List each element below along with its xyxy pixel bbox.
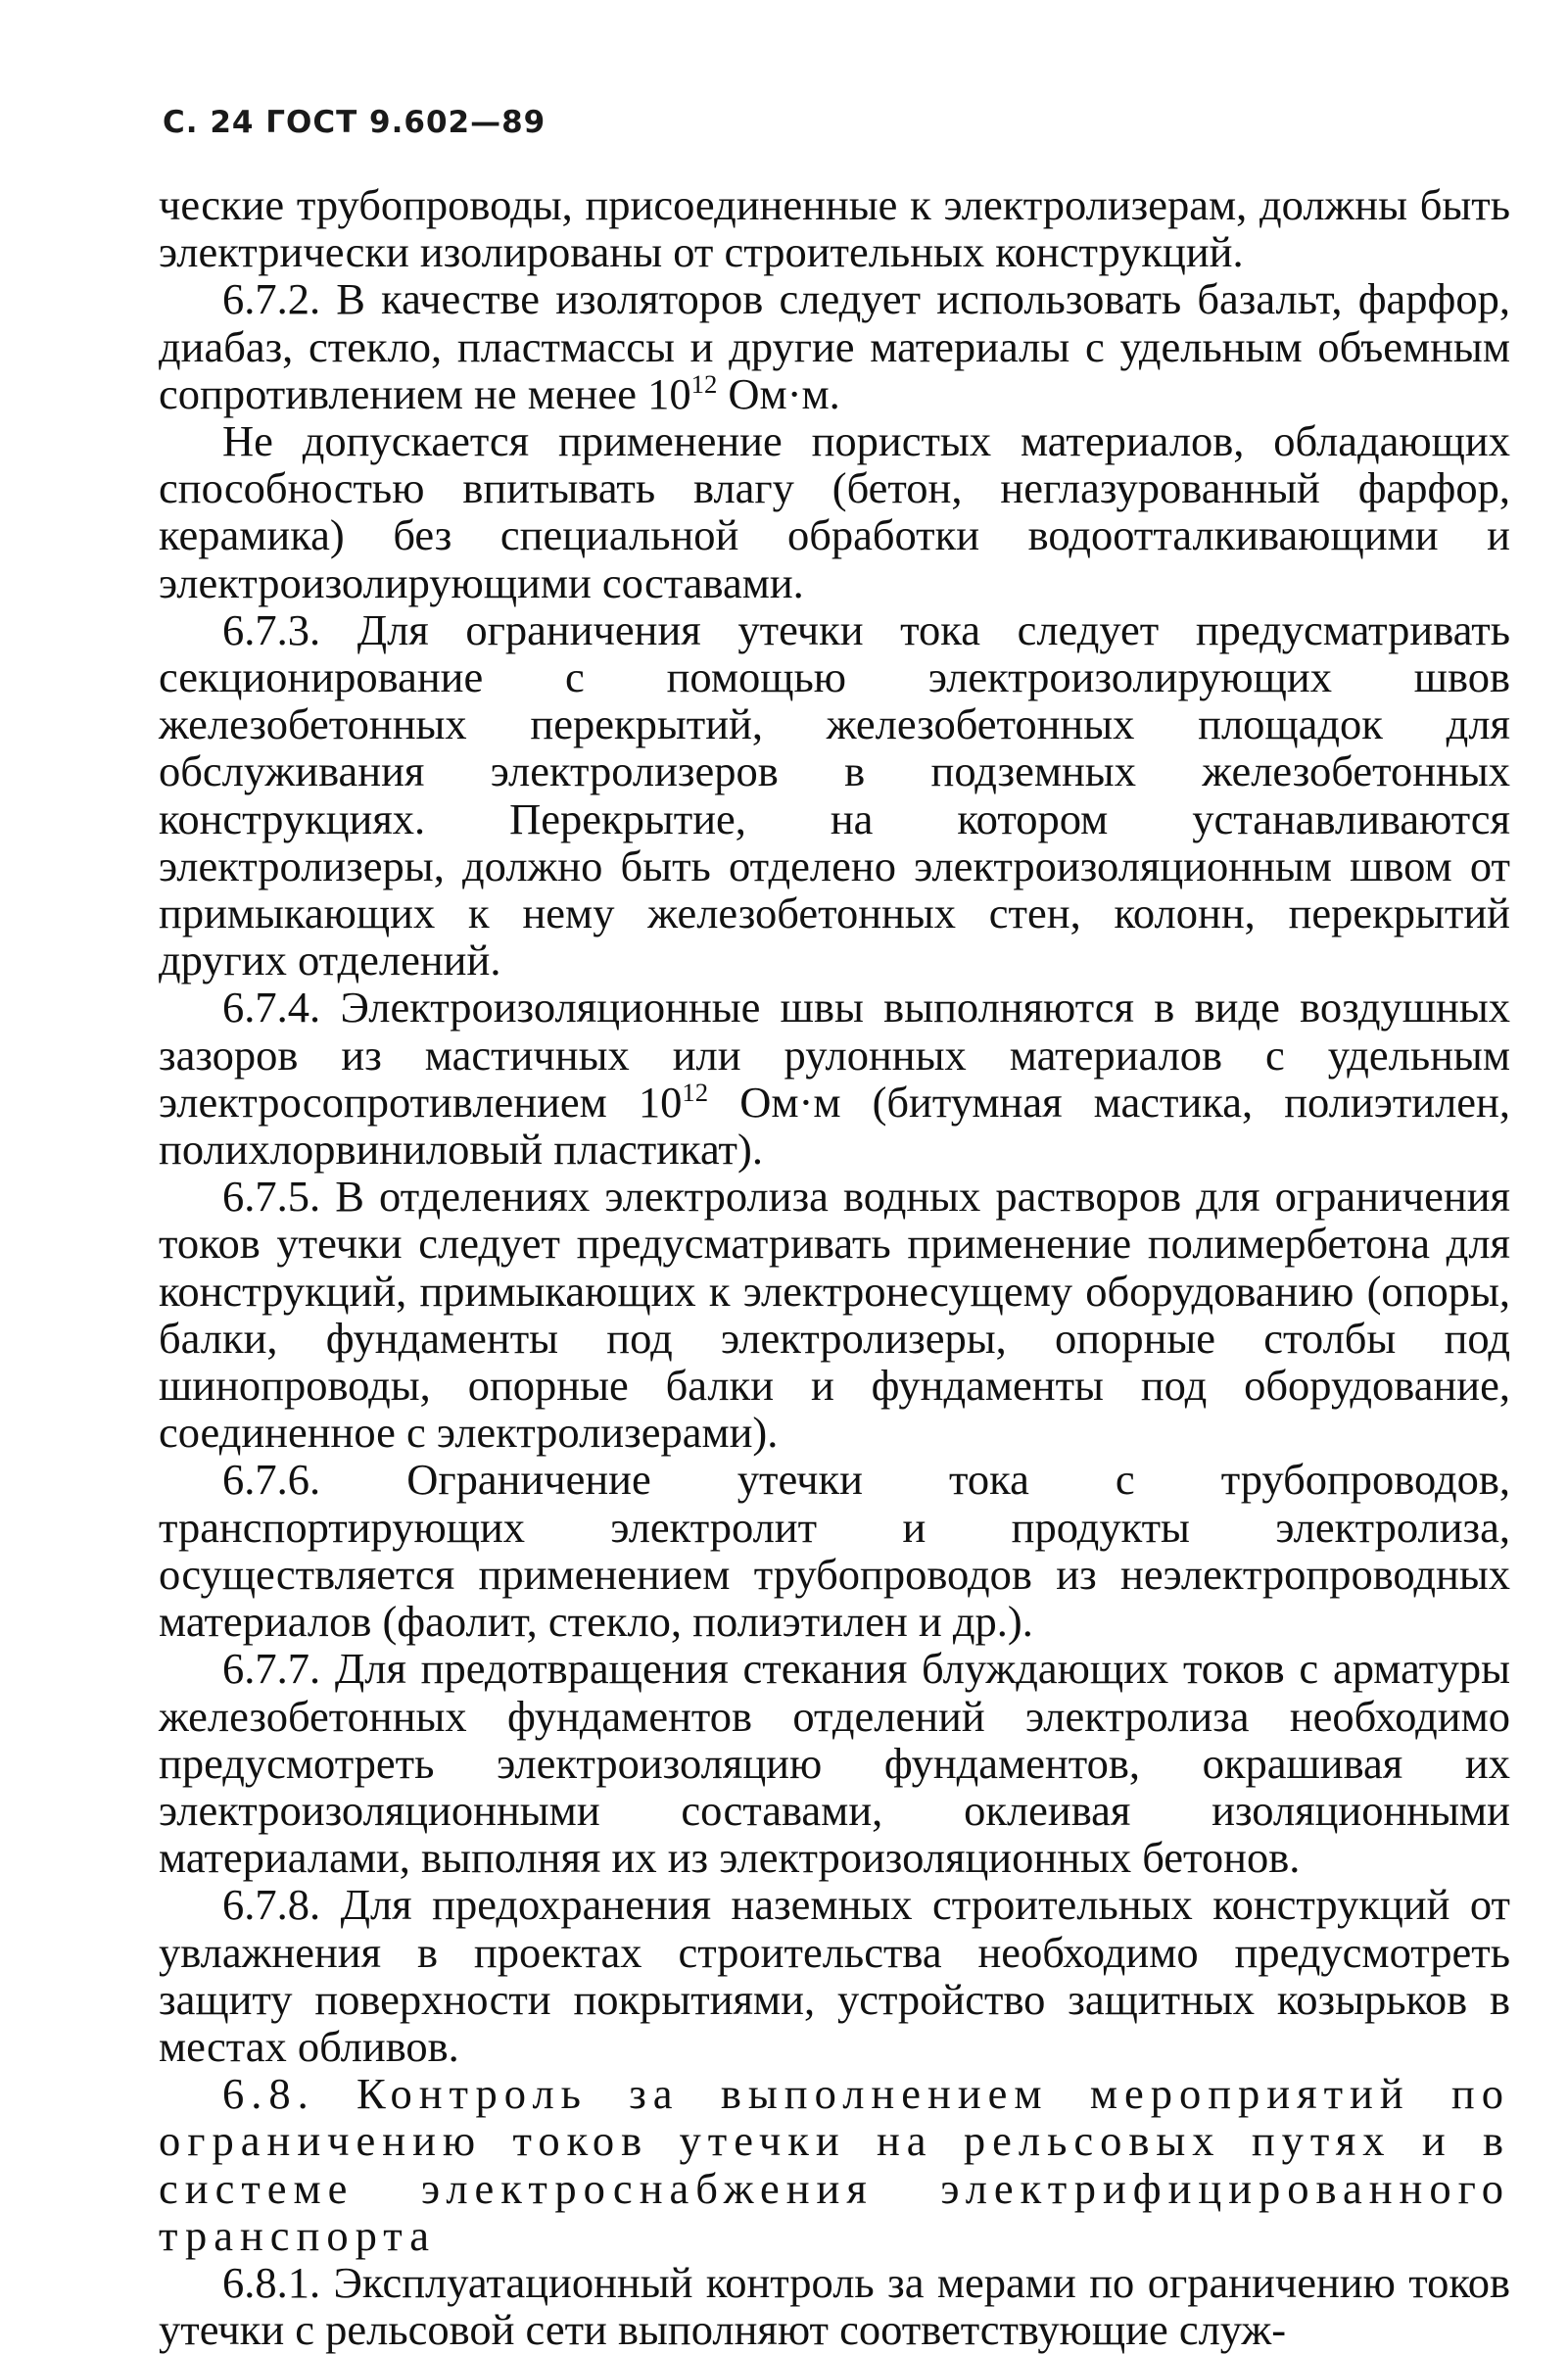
section-heading-6-8: 6.8. Контроль за выполнением мероприятий по ограничению токов утечки на рельсовых путях и в системе электроснабжения электрифицированного транспорта (159, 2069, 1510, 2260)
paragraph-6-7-8: 6.7.8. Для предохранения наземных строительных конструкций от увлажнения в проектах строительства необходимо предусмотреть защиту поверхности покрытиями, устройство защитных козырьков в местах обливов. (159, 1880, 1510, 2071)
body-text (159, 181, 1510, 2353)
paragraph-6-7-4-unit: Ом·м (битумная мастика, полиэтилен, полихлорвиниловый пластикат). (159, 1077, 1510, 1175)
paragraph-6-7-2-unit: Ом·м. (717, 368, 840, 418)
exponent-superscript: 12 (682, 1078, 709, 1108)
paragraph-continuation: ческие трубопроводы, присоединенные к электролизерам, должны быть электрически изолированы от строительных конструкций. (159, 180, 1510, 277)
paragraph-6-7-6: 6.7.6. Ограничение утечки тока с трубопроводов, транспортирующих электролит и продукты электролиза, осуществляется применением трубопроводов из неэлектропроводных материалов (фаолит, стекло, полиэтилен и др.). (159, 1455, 1510, 1647)
paragraph-6-7-5: 6.7.5. В отделениях электролиза водных растворов для ограничения токов утечки следует предусматривать применение полимербетона для конструкций, примыкающих к электронесущему оборудованию (опоры, балки, фундаменты под электролизеры, опорные столбы под шинопроводы, опорные балки и фундаменты под оборудование, соединенное с электролизерами). (159, 1172, 1510, 1458)
paragraph-6-8-1: 6.8.1. Эксплуатационный контроль за мерами по ограничению токов утечки с рельсовой сети выполняют соответствующие служ- (159, 2257, 1510, 2354)
paragraph-6-7-2-note: Не допускается применение пористых материалов, обладающих способностью впитывать влагу (бетон, неглазурованный фарфор, керамика) без специальной обработки водоотталкивающими и электроизолирующими составами. (159, 416, 1510, 607)
paragraph-6-7-3: 6.7.3. Для ограничения утечки тока следует предусматривать секционирование с помощью электроизолирующих швов железобетонных перекрытий, железобетонных площадок для обслуживания электролизеров в подземных железобетонных конструкциях. Перекрытие, на котором устанавливаются электролизеры, должно быть отделено электроизоляционным швом от примыкающих к нему железобетонных стен, колонн, перекрытий других отделений. (159, 604, 1510, 985)
paragraph-6-7-2 (159, 275, 1510, 417)
paragraph-6-7-7: 6.7.7. Для предотвращения стекания блуждающих токов с арматуры железобетонных фундаментов отделений электролиза необходимо предусмотреть электроизоляцию фундаментов, окрашивая их электроизоляционными составами, оклеивая изоляционными материалами, выполняя их из электроизоляционных бетонов. (159, 1644, 1510, 1883)
running-head: С. 24 ГОСТ 9.602—89 (163, 105, 546, 140)
paragraph-6-7-4 (159, 984, 1510, 1173)
exponent-superscript: 12 (690, 368, 718, 399)
paragraph-6-7-2-text: 6.7.2. В качестве изоляторов следует использовать базальт, фарфор, диабаз, стекло, пластмассы и другие материалы с удельным объемным сопротивлением не менее 10 (159, 274, 1510, 418)
paragraph-6-7-4-text: 6.7.4. Электроизоляционные швы выполняются в виде воздушных зазоров из мастичных или рулонных материалов с удельным электросопротивлением 10 (159, 983, 1510, 1127)
document-page (159, 103, 1510, 2354)
